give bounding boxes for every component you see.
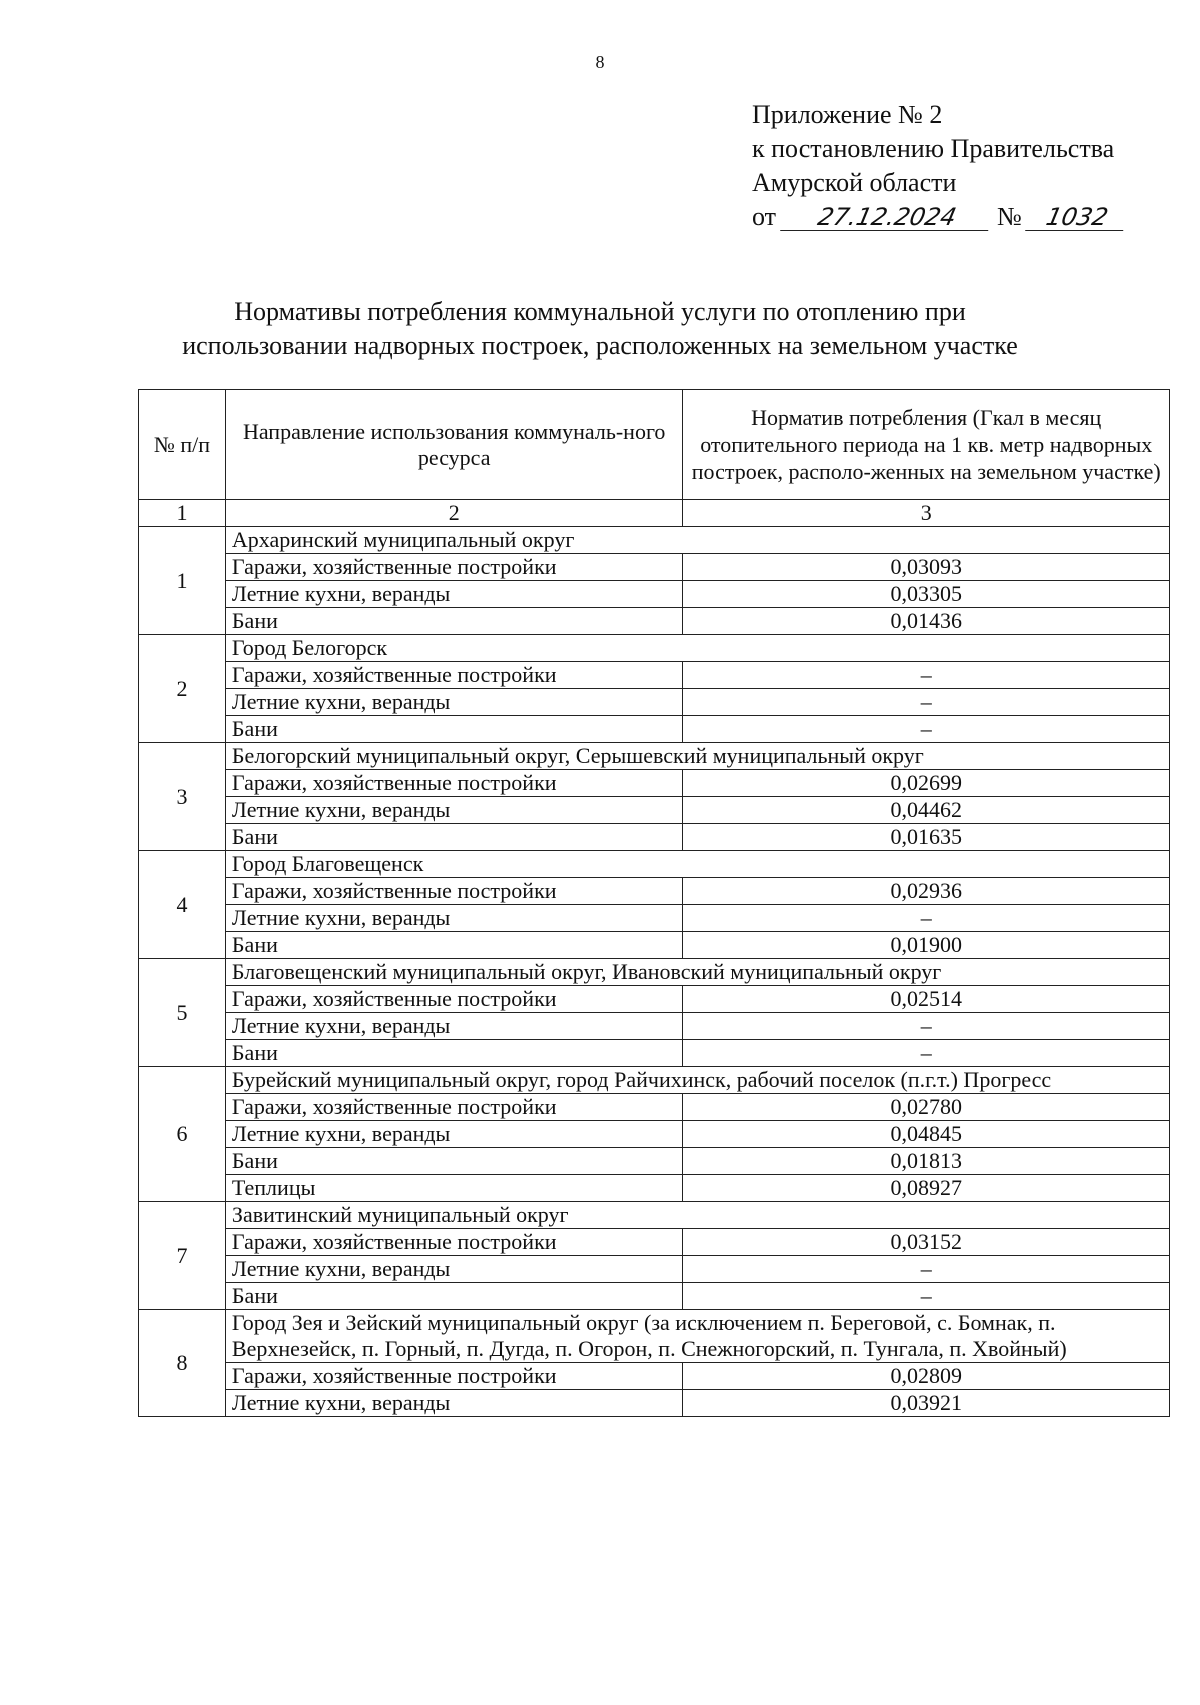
building-type: Летние кухни, веранды <box>225 1121 683 1148</box>
group-row <box>139 1202 1170 1229</box>
group-row <box>139 1067 1170 1094</box>
column-number-2: 2 <box>225 500 683 527</box>
building-type: Бани <box>225 1148 683 1175</box>
norm-value: 0,01813 <box>683 1148 1170 1175</box>
table-row <box>139 905 1170 932</box>
norm-value: – <box>683 662 1170 689</box>
table-row <box>139 1390 1170 1417</box>
norm-value: 0,01900 <box>683 932 1170 959</box>
table-row <box>139 986 1170 1013</box>
group-row <box>139 527 1170 554</box>
group-number: 4 <box>139 851 226 959</box>
header-row <box>139 390 1170 500</box>
annex-line-2: к постановлению Правительства <box>752 134 1115 163</box>
building-type: Летние кухни, веранды <box>225 1390 683 1417</box>
table-row <box>139 797 1170 824</box>
group-number: 7 <box>139 1202 226 1310</box>
building-type: Гаражи, хозяйственные постройки <box>225 770 683 797</box>
group-number: 8 <box>139 1310 226 1417</box>
group-row <box>139 743 1170 770</box>
group-row <box>139 635 1170 662</box>
table-row <box>139 689 1170 716</box>
norm-value: – <box>683 1256 1170 1283</box>
table-row <box>139 1148 1170 1175</box>
group-number: 5 <box>139 959 226 1067</box>
building-type: Бани <box>225 824 683 851</box>
table-row <box>139 932 1170 959</box>
group-name: Город Благовещенск <box>225 851 1169 878</box>
annex-line-3: Амурской области <box>752 168 957 197</box>
header-norm: Норматив потребления (Гкал в месяц отопительного периода на 1 кв. метр надворных построек, располо-женных на земельном участке) <box>683 390 1170 500</box>
norm-value: 0,01635 <box>683 824 1170 851</box>
table-row <box>139 608 1170 635</box>
building-type: Бани <box>225 932 683 959</box>
norm-value: 0,02809 <box>683 1363 1170 1390</box>
norm-value: 0,03152 <box>683 1229 1170 1256</box>
building-type: Бани <box>225 1283 683 1310</box>
norm-value: 0,03921 <box>683 1390 1170 1417</box>
header-direction: Направление использования коммуналь-ного ресурса <box>225 390 683 500</box>
title-line-2: использовании надворных построек, расположенных на земельном участке <box>182 331 1018 360</box>
table-row <box>139 878 1170 905</box>
group-number: 2 <box>139 635 226 743</box>
norm-value: – <box>683 1283 1170 1310</box>
column-number-1: 1 <box>139 500 226 527</box>
column-number-3: 3 <box>683 500 1170 527</box>
date-prefix: от <box>752 202 777 231</box>
column-number-row <box>139 500 1170 527</box>
building-type: Гаражи, хозяйственные постройки <box>225 1229 683 1256</box>
building-type: Гаражи, хозяйственные постройки <box>225 986 683 1013</box>
norm-value: – <box>683 1013 1170 1040</box>
group-name: Архаринский муниципальный округ <box>225 527 1169 554</box>
norm-value: 0,04462 <box>683 797 1170 824</box>
table-row <box>139 581 1170 608</box>
norm-value: 0,03093 <box>683 554 1170 581</box>
building-type: Летние кухни, веранды <box>225 1013 683 1040</box>
table-row <box>139 1256 1170 1283</box>
annex-title: Приложение № 2 <box>752 100 943 129</box>
building-type: Летние кухни, веранды <box>225 797 683 824</box>
table-row <box>139 1040 1170 1067</box>
building-type: Теплицы <box>225 1175 683 1202</box>
group-row <box>139 851 1170 878</box>
header-num: № п/п <box>139 390 226 500</box>
document-title <box>0 295 1200 363</box>
building-type: Бани <box>225 716 683 743</box>
norms-table <box>138 389 1170 1417</box>
norm-value: 0,04845 <box>683 1121 1170 1148</box>
table-row <box>139 1283 1170 1310</box>
group-name: Белогорский муниципальный округ, Серышевский муниципальный округ <box>225 743 1169 770</box>
table-row <box>139 1121 1170 1148</box>
group-name: Бурейский муниципальный округ, город Райчихинск, рабочий поселок (п.г.т.) Прогресс <box>225 1067 1169 1094</box>
number-prefix: № <box>997 202 1022 231</box>
building-type: Гаражи, хозяйственные постройки <box>225 878 683 905</box>
group-number: 1 <box>139 527 226 635</box>
table-row <box>139 824 1170 851</box>
group-name: Город Белогорск <box>225 635 1169 662</box>
norm-value: 0,03305 <box>683 581 1170 608</box>
group-name: Завитинский муниципальный округ <box>225 1202 1169 1229</box>
norm-value: 0,02699 <box>683 770 1170 797</box>
table-row <box>139 1363 1170 1390</box>
norm-value: 0,08927 <box>683 1175 1170 1202</box>
norm-value: – <box>683 905 1170 932</box>
building-type: Летние кухни, веранды <box>225 581 683 608</box>
table-row <box>139 1013 1170 1040</box>
table-row <box>139 1229 1170 1256</box>
norm-value: 0,02936 <box>683 878 1170 905</box>
table-row <box>139 716 1170 743</box>
table-row <box>139 770 1170 797</box>
norm-value: 0,01436 <box>683 608 1170 635</box>
group-row <box>139 959 1170 986</box>
handwritten-date: 27.12.2024 <box>780 204 994 231</box>
table-body <box>139 527 1170 1417</box>
building-type: Гаражи, хозяйственные постройки <box>225 1363 683 1390</box>
table-row <box>139 554 1170 581</box>
group-number: 6 <box>139 1067 226 1202</box>
building-type: Гаражи, хозяйственные постройки <box>225 1094 683 1121</box>
group-row <box>139 1310 1170 1363</box>
title-line-1: Нормативы потребления коммунальной услуги по отоплению при <box>234 297 966 326</box>
building-type: Гаражи, хозяйственные постройки <box>225 662 683 689</box>
table-row <box>139 1094 1170 1121</box>
group-number: 3 <box>139 743 226 851</box>
norm-value: – <box>683 716 1170 743</box>
group-name: Город Зея и Зейский муниципальный округ (за исключением п. Береговой, с. Бомнак, п. Верхнезейск, п. Горный, п. Дугда, п. Огорон, п. Снежногорский, п. Тунгала, п. Хвойный) <box>225 1310 1169 1363</box>
building-type: Летние кухни, веранды <box>225 905 683 932</box>
page-number: 8 <box>595 52 605 72</box>
table-row <box>139 1175 1170 1202</box>
norm-value: 0,02780 <box>683 1094 1170 1121</box>
group-name: Благовещенский муниципальный округ, Ивановский муниципальный округ <box>225 959 1169 986</box>
annex-block <box>752 98 1126 234</box>
building-type: Бани <box>225 608 683 635</box>
norm-value: – <box>683 689 1170 716</box>
norm-value: 0,02514 <box>683 986 1170 1013</box>
building-type: Летние кухни, веранды <box>225 1256 683 1283</box>
building-type: Бани <box>225 1040 683 1067</box>
building-type: Летние кухни, веранды <box>225 689 683 716</box>
handwritten-number: 1032 <box>1025 204 1129 231</box>
table-row <box>139 662 1170 689</box>
norm-value: – <box>683 1040 1170 1067</box>
building-type: Гаражи, хозяйственные постройки <box>225 554 683 581</box>
annex-date-line <box>752 200 1126 234</box>
